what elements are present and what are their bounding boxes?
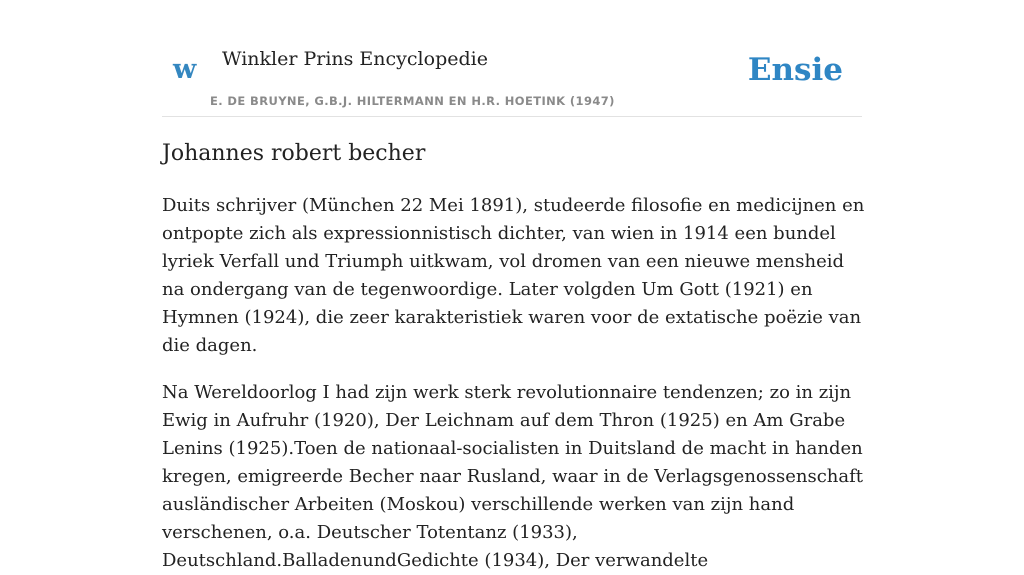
article-paragraph: Na Wereldoorlog I had zijn werk sterk revolutionnaire tendenzen; zo in zijn Ewig in Aufruhr (1920), Der Leichnam auf dem Thron (1925) en Am Grabe Lenins (1925).Toen de nationaal-socialisten in Duitsland de macht in handen kregen, emigreerde Becher naar Rusland, waar in de Verlagsgenossenschaft ausländischer Arbeiten (Moskou) verschillende werken van zijn hand verschenen, o.a. Deutscher Totentanz (1933), Deutschland.BalladenundGedichte (1934), Der verwandelte [162, 382, 864, 571]
ensie-brand-link[interactable]: Ensie [747, 52, 843, 88]
page-header [162, 0, 862, 117]
article-content [162, 137, 866, 575]
publication-title[interactable]: Winkler Prins Encyclopedie [222, 48, 488, 70]
article-title: Johannes robert becher [162, 141, 426, 166]
article-paragraph: Duits schrijver (München 22 Mei 1891), studeerde filosofie en medicijnen en ontpopte zich als expressionnistisch dichter, van wien in 1914 een bundel lyriek Verfall und Triumph uitkwam, vol dromen van een nieuwe mensheid na ondergang van de tegenwoordige. Later volgden Um Gott (1921) en Hymnen (1924), die zeer karakteristiek waren voor de extatische poëzie van die dagen. [162, 195, 865, 356]
winkler-prins-logo[interactable]: w [173, 54, 197, 85]
publication-authors: E. DE BRUYNE, G.B.J. HILTERMANN EN H.R. HOETINK (1947) [210, 94, 615, 108]
